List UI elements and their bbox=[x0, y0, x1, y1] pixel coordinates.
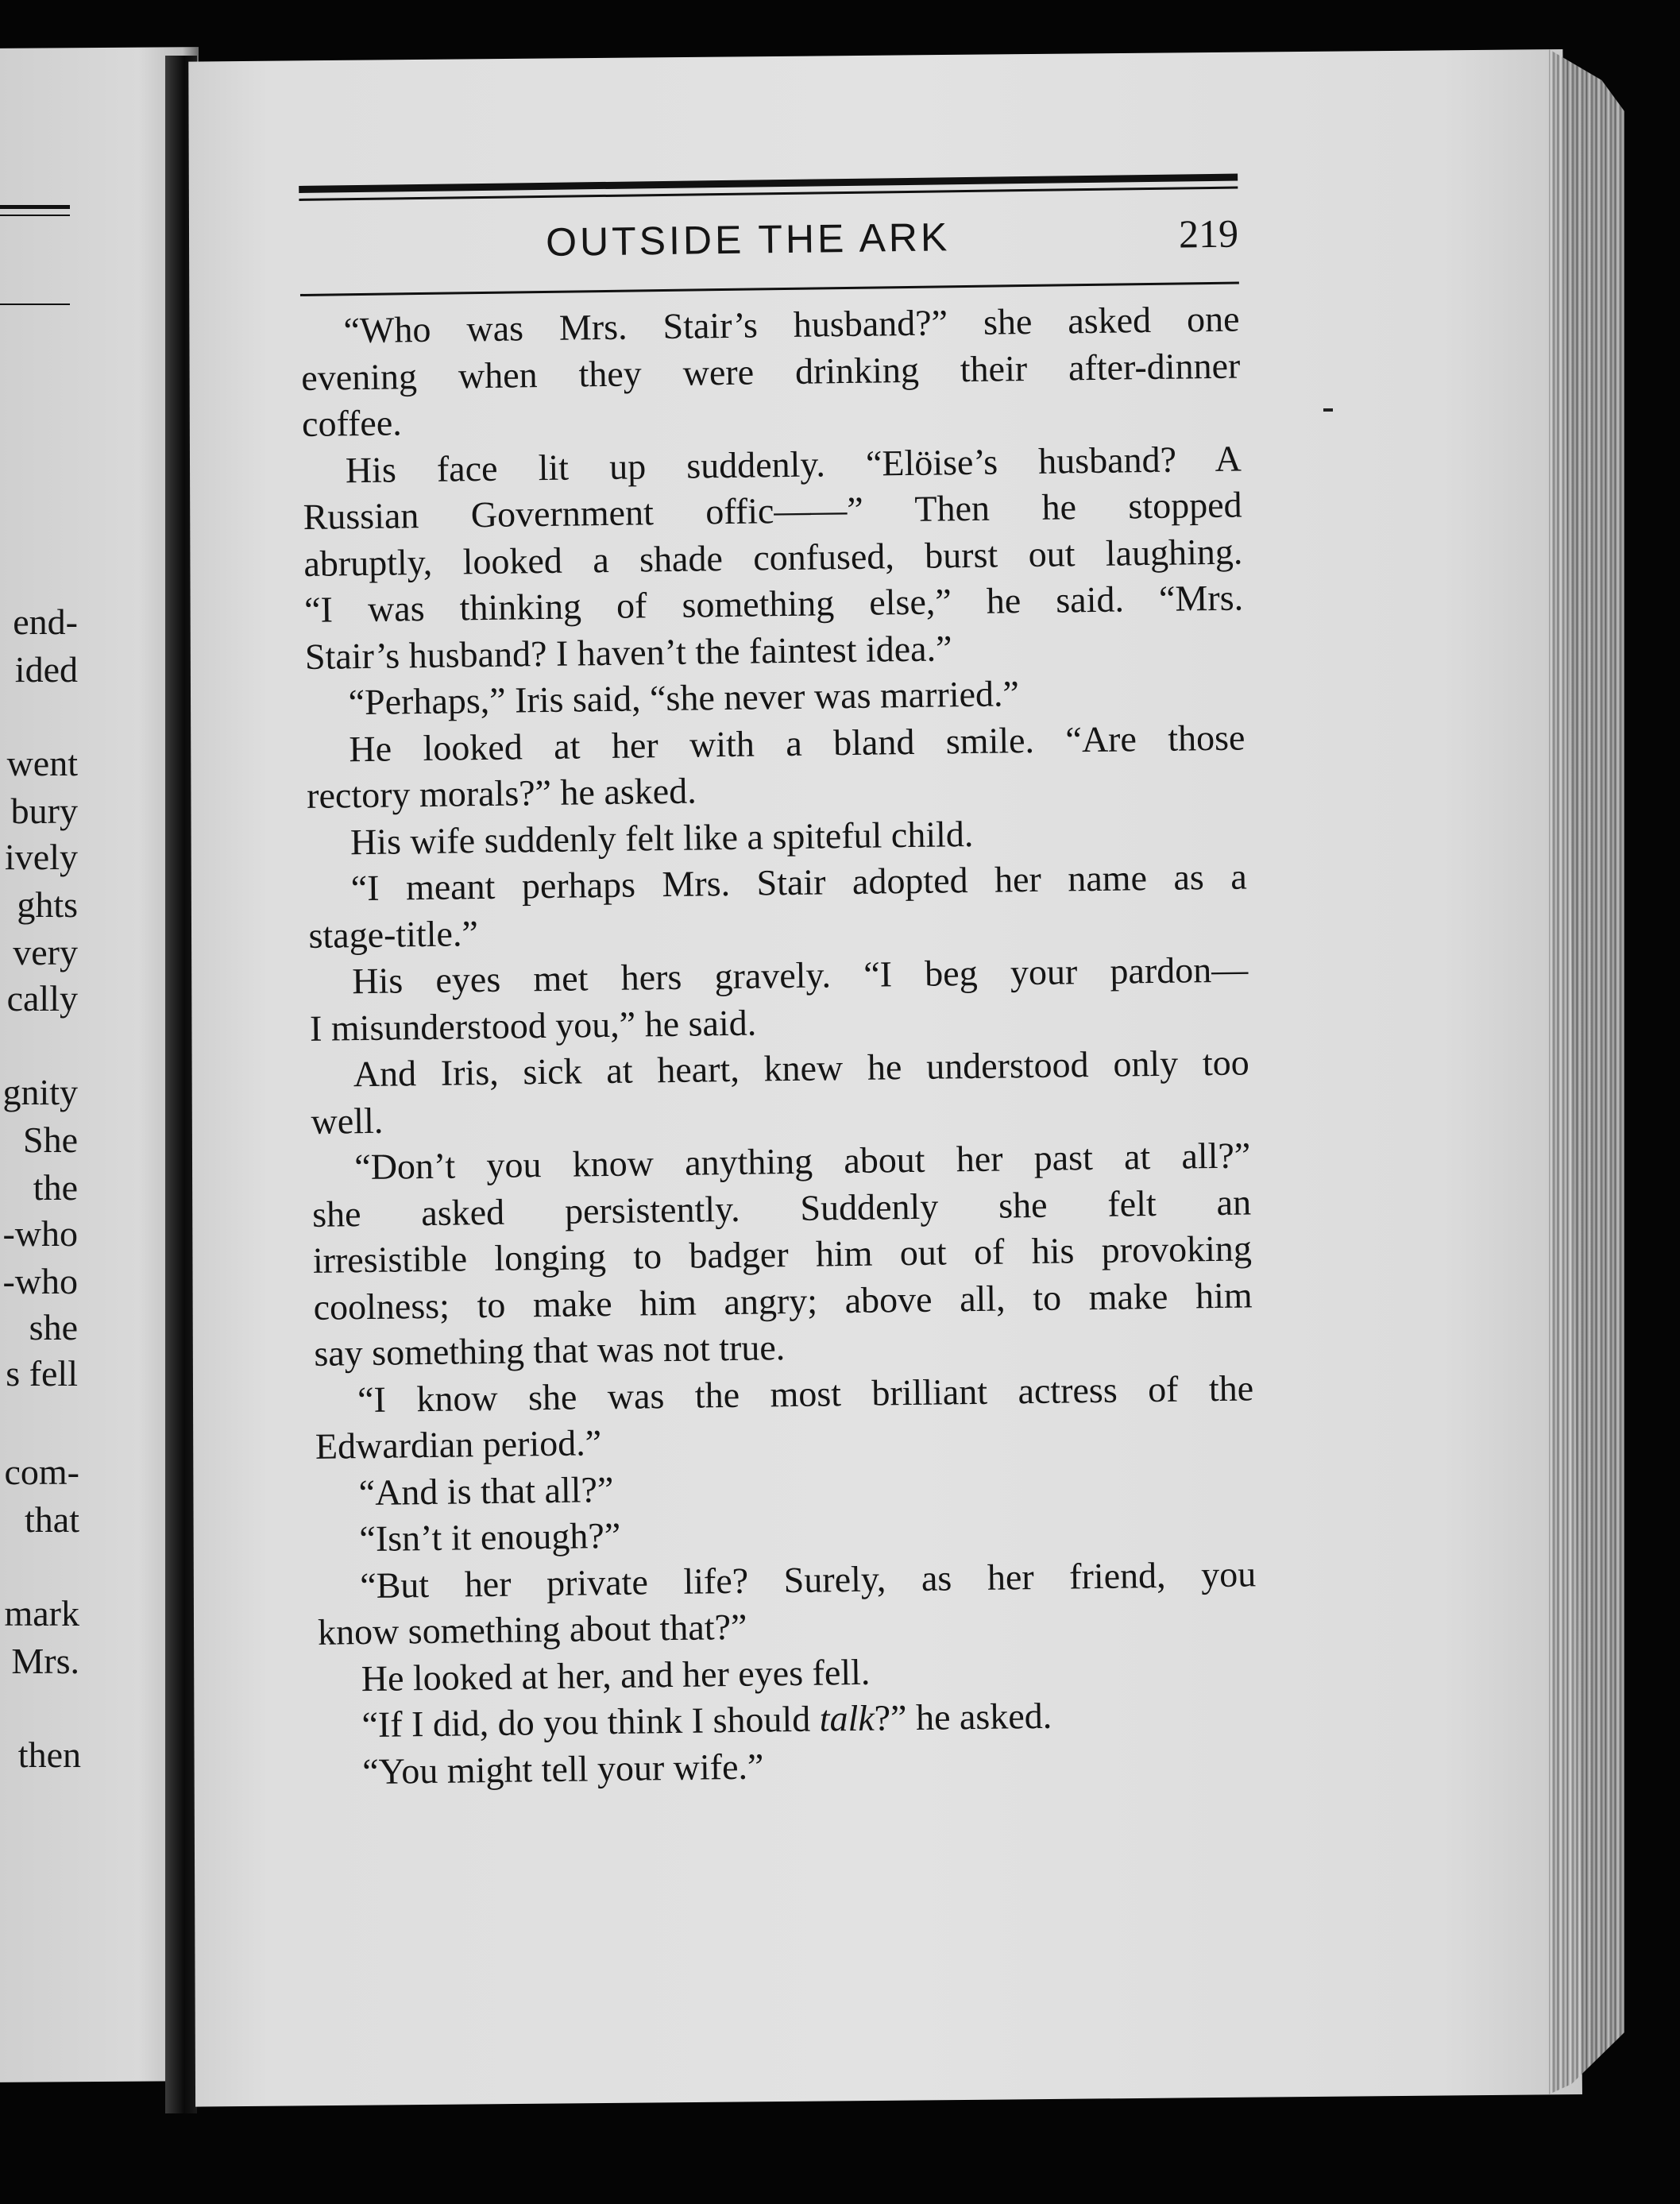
left-header-rule-thin bbox=[0, 215, 70, 216]
text-line: stage-title.” bbox=[308, 912, 479, 956]
text-line: evening when they were drinking their after-dinner bbox=[301, 345, 1241, 398]
text-line: And Iris, sick at heart, knew he understood only too bbox=[353, 1042, 1250, 1095]
left-fragment: she bbox=[29, 1307, 78, 1348]
text-line: coolness; to make him angry; above all, to make him bbox=[313, 1274, 1253, 1328]
text-line: she asked persistently. Suddenly she felt an bbox=[311, 1181, 1252, 1235]
text-line: “Don’t you know anything about her past at all?” bbox=[354, 1135, 1251, 1188]
text-line: He looked at her with a bland smile. “Are those bbox=[349, 716, 1246, 769]
left-fragment: end- bbox=[13, 601, 78, 642]
text-line: His face lit up suddenly. “Elöise’s husband? A bbox=[345, 437, 1242, 490]
text-segment: “If I did, do you think I should bbox=[361, 1698, 821, 1746]
italic-word: talk bbox=[819, 1697, 875, 1739]
scan-speck bbox=[1323, 408, 1333, 412]
text-line: I misunderstood you,” he said. bbox=[309, 1002, 757, 1049]
left-fragment: then bbox=[17, 1734, 81, 1775]
text-line: coffee. bbox=[301, 402, 402, 444]
left-fragment: ively bbox=[5, 837, 78, 877]
text-segment: ?” he asked. bbox=[874, 1695, 1052, 1738]
text-line: “Who was Mrs. Stair’s husband?” she asked one bbox=[343, 298, 1240, 351]
left-fragment: -who bbox=[2, 1261, 78, 1301]
left-fragment: s fell bbox=[6, 1353, 78, 1394]
body-text bbox=[300, 296, 1258, 1796]
text-line: say something that was not true. bbox=[314, 1327, 786, 1374]
page-number: 219 bbox=[1178, 211, 1239, 257]
left-fragment: Mrs. bbox=[11, 1641, 79, 1681]
text-line: Stair’s husband? I haven’t the faintest idea.” bbox=[304, 627, 952, 677]
text-line: His eyes met hers gravely. “I beg your pardon— bbox=[351, 949, 1249, 1002]
left-fragment: very bbox=[13, 932, 78, 972]
left-header-underline bbox=[0, 304, 70, 305]
text-line: know something about that?” bbox=[317, 1606, 747, 1653]
text-line: abruptly, looked a shade confused, burst out laughing. bbox=[303, 530, 1243, 584]
text-line: well. bbox=[311, 1100, 384, 1142]
left-header-rule bbox=[0, 205, 70, 209]
text-line: Edwardian period.” bbox=[315, 1422, 602, 1467]
text-line: “And is that all?” bbox=[358, 1468, 614, 1513]
left-fragment: mark bbox=[4, 1593, 79, 1634]
left-fragment: went bbox=[6, 743, 78, 783]
text-line: “I know she was the most brilliant actress of the bbox=[357, 1367, 1254, 1420]
left-fragment: the bbox=[33, 1167, 78, 1208]
left-fragment: com- bbox=[4, 1452, 79, 1492]
text-line: His wife suddenly felt like a spiteful child. bbox=[350, 813, 974, 862]
text-line: irresistible longing to badger him out of his provoking bbox=[312, 1228, 1253, 1281]
left-fragment: gnity bbox=[2, 1072, 78, 1112]
left-fragment: ghts bbox=[17, 884, 78, 925]
left-fragment: -who bbox=[2, 1213, 78, 1254]
running-head: OUTSIDE THE ARK bbox=[545, 215, 951, 265]
left-fragment: ided bbox=[14, 649, 78, 690]
text-line: Russian Government offic——” Then he stopped bbox=[303, 484, 1242, 537]
text-line: rectory morals?” he asked. bbox=[306, 770, 697, 816]
text-line: “Isn’t it enough?” bbox=[359, 1514, 621, 1560]
text-line: “I was thinking of something else,” he said. “Mrs. bbox=[303, 577, 1244, 630]
text-line: “Perhaps,” Iris said, “she never was married.” bbox=[348, 673, 1020, 723]
left-fragment: She bbox=[23, 1119, 78, 1160]
left-fragment: that bbox=[25, 1499, 79, 1540]
page-edges bbox=[1549, 49, 1624, 2115]
text-line: “I meant perhaps Mrs. Stair adopted her name as a bbox=[350, 856, 1247, 909]
text-line: “But her private life? Surely, as her friend, you bbox=[359, 1552, 1257, 1606]
text-line: “You might tell your wife.” bbox=[361, 1746, 764, 1792]
text-line: He looked at her, and her eyes fell. bbox=[361, 1651, 871, 1699]
left-fragment: bury bbox=[10, 791, 78, 831]
left-fragment: cally bbox=[6, 978, 78, 1019]
